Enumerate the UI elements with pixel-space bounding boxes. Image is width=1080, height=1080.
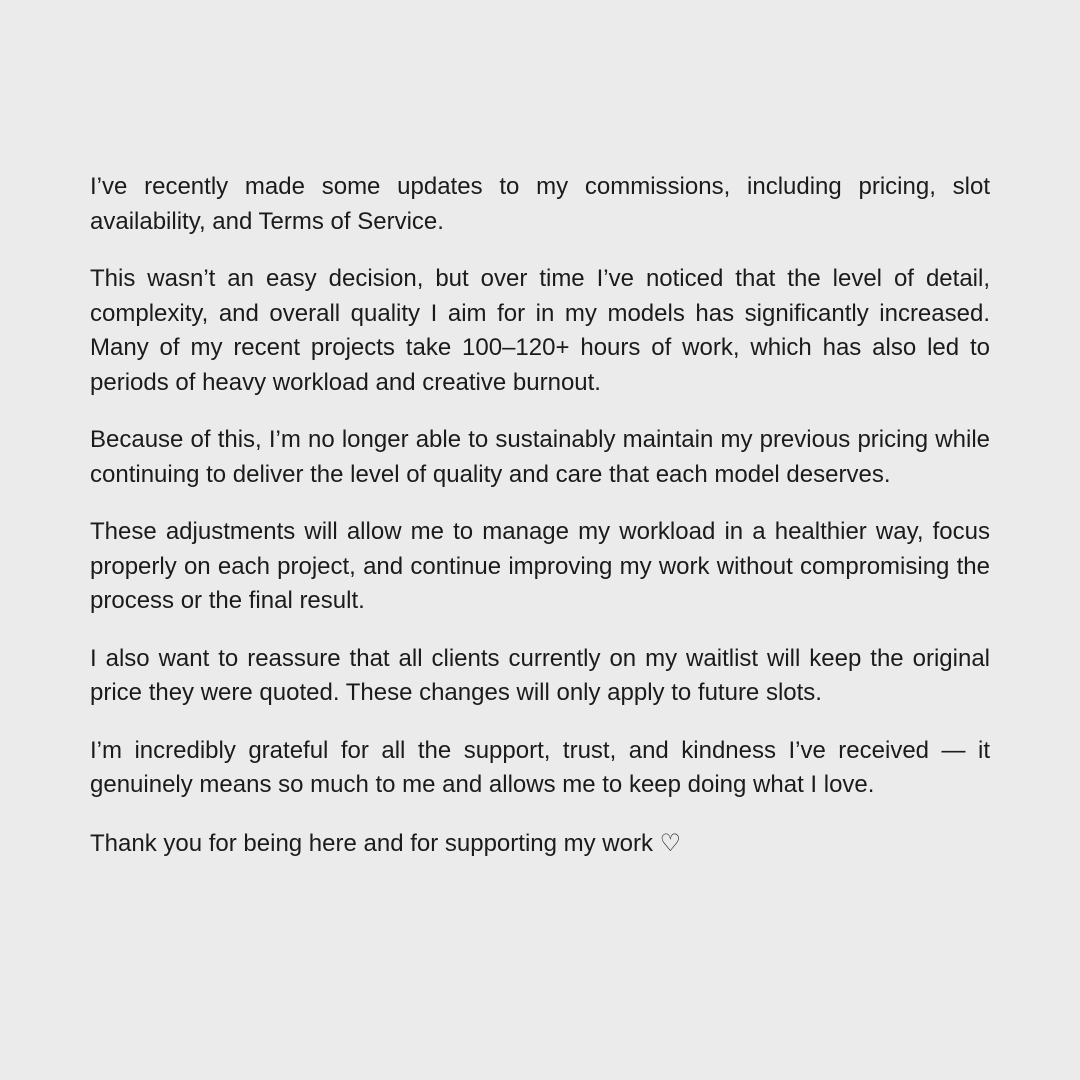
paragraph-waitlist: I also want to reassure that all clients currently on my waitlist will keep the original price they were quoted. These changes will only apply to future slots.	[90, 644, 990, 706]
heart-outline-icon: ♡	[659, 828, 682, 857]
paragraph-adjustments: These adjustments will allow me to manage my workload in a healthier way, focus properly on each project, and continue improving my work without compromising the process or the final result.	[90, 518, 990, 614]
paragraph-pricing: Because of this, I’m no longer able to sustainably maintain my previous pricing while continuing to deliver the level of quality and care that each model deserves.	[90, 426, 990, 488]
closing-line	[90, 826, 990, 862]
paragraph-decision: This wasn’t an easy decision, but over time I’ve noticed that the level of detail, complexity, and overall quality I aim for in my models has significantly increased. Many of my recent projects take 100–120+ hours of work, which has also led to periods of heavy workload and creative burnout.	[90, 265, 990, 396]
paragraph-gratitude: I’m incredibly grateful for all the support, trust, and kindness I’ve received — it genuinely means so much to me and allows me to keep doing what I love.	[90, 736, 990, 798]
paragraph-updates: I’ve recently made some updates to my commissions, including pricing, slot availability, and Terms of Service.	[90, 173, 990, 235]
commission-update-note	[90, 170, 990, 861]
closing-text: Thank you for being here and for supporting my work	[90, 829, 653, 857]
